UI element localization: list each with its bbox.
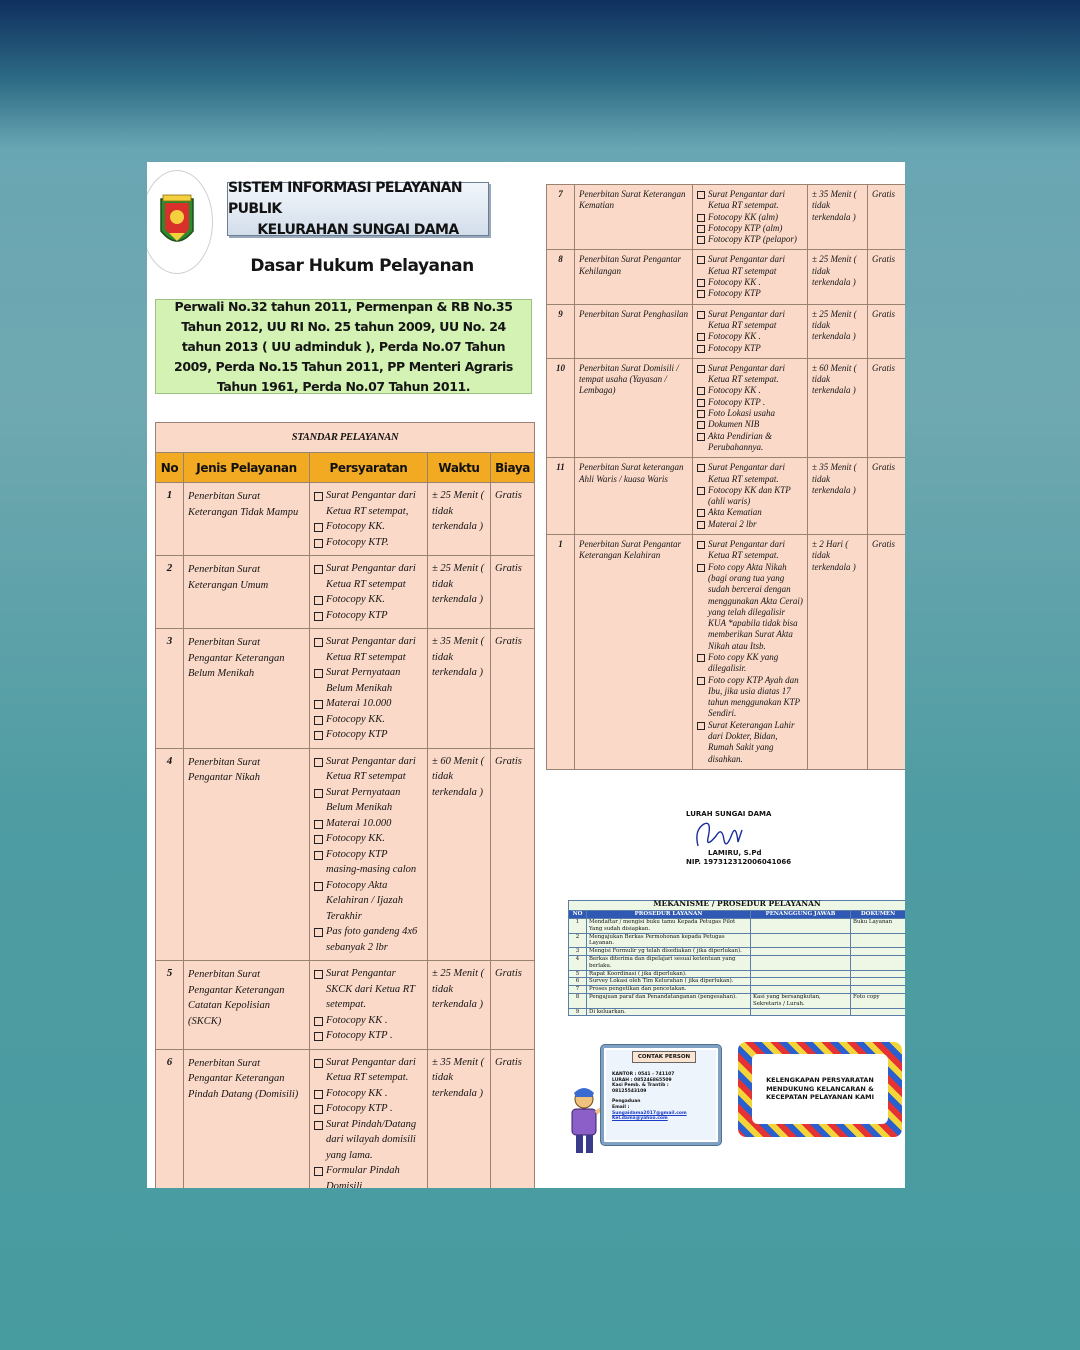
table-row [547,358,906,457]
contact-email-label: Email : [612,1104,630,1110]
procedure-step: Pengajuan paraf dan Penandatanganan (pengesahan). [587,993,751,1008]
contact-details [612,1072,718,1122]
service-cost: Gratis [491,1049,535,1188]
procedure-header-procedure: PROSEDUR LAYANAN [587,911,751,919]
left-column [147,162,539,1188]
procedure-responsible [751,978,851,986]
procedure-header-no: NO [569,911,587,919]
column-header-time: Waktu [428,453,491,483]
service-cost: Gratis [868,535,906,770]
procedure-step: Berkas diterima dan dipelajari sesuai ketentuan yang berlaku. [587,955,751,970]
requirement-item: Surat Pengantar dari Ketua RT setempat. [697,462,803,485]
procedure-step: Survey Lokasi oleh Tim Kelurahan ( jika diperlukan). [587,978,751,986]
processing-time: ± 25 Menit ( tidak terkendala ) [428,483,491,556]
requirement-item: Materai 10.000 [314,816,423,832]
column-header-service: Jenis Pelayanan [184,453,310,483]
service-name: Penerbitan Surat Pengantar Keterangan Pindah Datang (Domisili) [184,1049,310,1188]
slogan-text: KELENGKAPAN PERSYARATAN MENDUKUNG KELANCARAN & KECEPATAN PELAYANAN KAMI [752,1054,888,1124]
procedure-responsible: Kasi yang bersangkutan, Sekretaris / Lurah. [751,993,851,1008]
service-cost: Gratis [491,748,535,961]
legal-basis-heading: Dasar Hukum Pelayanan [250,256,474,276]
table-row [547,185,906,250]
service-name: Penerbitan Surat Pengantar Kehilangan [575,250,693,304]
requirement-item: Surat Pengantar dari Ketua RT setempat. [697,363,803,386]
procedure-header-responsible: PENANGGUNG JAWAB [751,911,851,919]
table-row [156,748,535,961]
requirement-item: Surat Pengantar dari Ketua RT setempat [697,309,803,332]
requirement-item: Fotocopy KK . [314,1086,423,1102]
city-emblem-icon [157,193,197,251]
procedure-document [851,986,906,994]
procedure-number: 5 [569,970,587,978]
requirement-item: Surat Pengantar dari Ketua RT setempat. [314,1055,423,1086]
signer-name: LAMIRU, S.Pd [708,849,762,857]
procedure-number: 1 [569,919,587,934]
requirement-item: Foto copy KTP Ayah dan Ibu, jika usia diatas 17 tahun menggunakan KTP Sendiri. [697,675,803,720]
requirement-item: Surat Pindah/Datang dari wilayah domisili yang lama. [314,1117,423,1164]
title-line-2: KELURAHAN SUNGAI DAMA [257,221,459,238]
procedure-number: 7 [569,986,587,994]
row-number: 11 [547,458,575,535]
contact-email-2[interactable]: Kel.dama@yahoo.com [612,1116,668,1122]
procedure-document: Foto copy [851,993,906,1008]
requirement-item: Fotocopy KTP [314,608,423,624]
requirements [693,358,808,457]
service-cost: Gratis [868,458,906,535]
requirement-item: Foto copy Akta Nikah (bagi orang tua yang sudah bercerai dengan menggunakan Akta Cerai) yang telah dilegalisir KUA *apabila tidak bisa memberikan Surat Akta Nikah atau Itsb. [697,562,803,652]
requirement-item: Fotocopy KK . [697,331,803,342]
procedure-row [569,970,906,978]
requirement-item: Foto Lokasi usaha [697,408,803,419]
service-cost: Gratis [868,250,906,304]
procedure-number: 8 [569,993,587,1008]
requirement-item: Akta Kematian [697,507,803,518]
service-cost: Gratis [868,358,906,457]
procedure-number: 2 [569,933,587,948]
table-row [156,1049,535,1188]
procedure-document [851,955,906,970]
procedure-row [569,948,906,956]
signer-nip: NIP. 197312312006041066 [686,858,792,866]
row-number: 5 [156,961,184,1050]
service-info-poster [147,162,905,1188]
procedure-number: 9 [569,1008,587,1016]
procedure-responsible [751,955,851,970]
requirement-item: Surat Keterangan Lahir dari Dokter, Bidan, Rumah Sakit yang disahkan. [697,720,803,765]
procedure-document [851,948,906,956]
requirement-item: Fotocopy KK. [314,592,423,608]
requirement-item: Surat Pengantar dari Ketua RT setempat [314,634,423,665]
legal-basis-box [155,299,532,394]
column-header-requirements: Persyaratan [310,453,428,483]
procedure-document [851,970,906,978]
title-line-1: SISTEM INFORMASI PELAYANAN PUBLIK [228,179,462,217]
row-number: 1 [156,483,184,556]
service-name: Penerbitan Surat Keterangan Tidak Mampu [184,483,310,556]
row-number: 4 [156,748,184,961]
table-row [547,535,906,770]
requirement-item: Akta Pendirian & Perubahannya. [697,431,803,454]
requirement-item: Fotocopy KK. [314,831,423,847]
table-row [156,961,535,1050]
requirement-item: Materai 10.000 [314,696,423,712]
procedure-responsible [751,970,851,978]
requirement-item: Surat Pernyataan Belum Menikah [314,785,423,816]
requirement-item: Surat Pengantar dari Ketua RT setempat. [697,189,803,212]
service-cost: Gratis [491,629,535,749]
procedure-step: Mengajukan Berkas Permohonan kepada Petugas Layanan. [587,933,751,948]
procedure-step: Mengisi Formulir yg telah disediakan ( jika diperlukan). [587,948,751,956]
row-number: 7 [547,185,575,250]
requirement-item: Surat Pengantar dari Ketua RT setempat [314,561,423,592]
requirements [310,629,428,749]
table-row [547,458,906,535]
procedure-number: 4 [569,955,587,970]
processing-time: ± 35 Menit ( tidak terkendala ) [808,458,868,535]
processing-time: ± 25 Menit ( tidak terkendala ) [428,961,491,1050]
legal-basis-text: Perwali No.32 tahun 2011, Permenpan & RB No.35 Tahun 2012, UU RI No. 25 tahun 2009, UU No. 24 tahun 2013 ( UU adminduk ), Perda No.07 Tahun 2009, Perda No.15 Tahun 2011, PP Menteri Agraris Tahun 1961, Perda No.07 Tahun 2011. [174,298,513,394]
requirements [310,748,428,961]
requirements [693,304,808,358]
requirement-item: Surat Pengantar dari Ketua RT setempat. [697,539,803,562]
slogan-banner [738,1042,902,1137]
requirement-item: Fotocopy KK. [314,712,423,728]
procedure-step: Di keluarkan. [587,1008,751,1016]
contact-card [601,1045,721,1145]
service-cost: Gratis [868,185,906,250]
requirement-item: Surat Pengantar dari Ketua RT setempat [697,254,803,277]
procedure-document [851,1008,906,1016]
requirement-item: Surat Pengantar dari Ketua RT setempat, [314,488,423,519]
requirement-item: Foto copy KK yang dilegalisir. [697,652,803,675]
column-header-cost: Biaya [491,453,535,483]
requirement-item: Pas foto gandeng 4x6 sebanyak 2 lbr [314,924,423,955]
service-standard-table [155,422,535,1188]
service-name: Penerbitan Surat Pengantar Keterangan Catatan Kepolisian (SKCK) [184,961,310,1050]
requirement-item: Surat Pengantar SKCK dari Ketua RT setempat. [314,966,423,1013]
requirement-item: Fotocopy KTP. [314,535,423,551]
requirement-item: Dokumen NIB [697,419,803,430]
processing-time: ± 25 Menit ( tidak terkendala ) [428,556,491,629]
requirement-item: Fotocopy KK . [697,277,803,288]
table-row [156,483,535,556]
processing-time: ± 35 Menit ( tidak terkendala ) [808,185,868,250]
procedure-responsible [751,948,851,956]
requirement-item: Fotocopy KTP masing-masing calon [314,847,423,878]
requirement-item: Fotocopy KK. [314,519,423,535]
service-standard-table-continued [546,184,905,770]
service-name: Penerbitan Surat Pengantar Nikah [184,748,310,961]
procedure-step: Rapat Koordinasi ( jika diperlukan). [587,970,751,978]
requirements [310,961,428,1050]
service-name: Penerbitan Surat Penghasilan [575,304,693,358]
contact-office: KANTOR : 0541 - 741107 [612,1072,675,1077]
requirements [693,185,808,250]
row-number: 9 [547,304,575,358]
service-name: Penerbitan Surat Pengantar Keterangan Belum Menikah [184,629,310,749]
procedure-row [569,986,906,994]
procedure-document [851,978,906,986]
procedure-row [569,955,906,970]
requirement-item: Fotocopy KK . [314,1013,423,1029]
requirement-item: Fotocopy KK dan KTP (ahli waris) [697,485,803,508]
table-row [156,629,535,749]
procedure-step: Proses pengetikan dan pencetakan. [587,986,751,994]
row-number: 6 [156,1049,184,1188]
row-number: 3 [156,629,184,749]
requirements [693,250,808,304]
procedure-header-document: DOKUMEN [851,911,906,919]
requirement-item: Fotocopy KTP . [314,1101,423,1117]
row-number: 1 [547,535,575,770]
column-header-no: No [156,453,184,483]
requirement-item: Surat Pernyataan Belum Menikah [314,665,423,696]
table-row [156,556,535,629]
processing-time: ± 25 Menit ( tidak terkendala ) [808,304,868,358]
service-standard-title: STANDAR PELAYANAN [156,423,535,453]
processing-time: ± 25 Menit ( tidak terkendala ) [808,250,868,304]
procedure-row [569,933,906,948]
service-name: Penerbitan Surat Keterangan Kematian [575,185,693,250]
procedure-row [569,993,906,1008]
requirement-item: Fotocopy KTP . [697,397,803,408]
right-column [546,162,905,1188]
contact-email-1[interactable]: Sungaidama2017@gmail.com [612,1110,687,1116]
processing-time: ± 60 Menit ( tidak terkendala ) [808,358,868,457]
requirement-item: Materai 2 lbr [697,519,803,530]
procedure-responsible [751,986,851,994]
processing-time: ± 35 Menit ( tidak terkendala ) [428,629,491,749]
requirements [310,1049,428,1188]
service-cost: Gratis [491,961,535,1050]
service-standard-rows [156,483,535,1189]
contact-lurah: LURAH : 085246865509 [612,1077,672,1083]
service-cost: Gratis [868,304,906,358]
handwritten-signature-icon [692,816,752,854]
row-number: 2 [156,556,184,629]
procedure-step: Mendaftar / mengisi buku tamu Kepada Petugas Pilot Yang sudah disiapkan. [587,919,751,934]
requirements [310,483,428,556]
procedure-row [569,978,906,986]
contact-title: CONTAK PERSON [632,1051,696,1063]
requirement-item: Formular Pindah Domisili [314,1163,423,1188]
procedure-row [569,919,906,934]
procedure-rows [569,919,906,1016]
logo-frame [147,170,213,274]
requirement-item: Fotocopy KTP [314,727,423,743]
processing-time: ± 35 Menit ( tidak terkendala ) [428,1049,491,1188]
procedure-responsible [751,1008,851,1016]
table-row [547,304,906,358]
requirement-item: Fotocopy KTP [697,343,803,354]
processing-time: ± 2 Hari ( tidak terkendala ) [808,535,868,770]
service-cost: Gratis [491,483,535,556]
requirement-item: Surat Pengantar dari Ketua RT setempat [314,754,423,785]
procedure-row [569,1008,906,1016]
signer-role: LURAH SUNGAI DAMA [686,810,772,818]
service-name: Penerbitan Surat keterangan Ahli Waris / kuasa Waris [575,458,693,535]
procedure-table [568,900,905,1016]
requirement-item: Fotocopy KK . [697,385,803,396]
service-name: Penerbitan Surat Domisili / tempat usaha (Yayasan / Lembaga) [575,358,693,457]
procedure-document [851,933,906,948]
service-name: Penerbitan Surat Pengantar Keterangan Kelahiran [575,535,693,770]
contact-kasi-phone: 08125543109 [612,1088,647,1094]
table-row [547,250,906,304]
requirement-item: Fotocopy KK (alm) [697,212,803,223]
requirement-item: Fotocopy KTP (alm) [697,223,803,234]
processing-time: ± 60 Menit ( tidak terkendala ) [428,748,491,961]
requirement-item: Fotocopy KTP . [314,1028,423,1044]
contact-kasi: Kasi Pemb. & Trantib : [612,1083,669,1089]
procedure-number: 6 [569,978,587,986]
row-number: 8 [547,250,575,304]
service-name: Penerbitan Surat Keterangan Umum [184,556,310,629]
row-number: 10 [547,358,575,457]
procedure-responsible [751,919,851,934]
procedure-document: Buku Layanan [851,919,906,934]
requirements [310,556,428,629]
service-cost: Gratis [491,556,535,629]
procedure-title: MEKANISME / PROSEDUR PELAYANAN [569,901,906,911]
requirement-item: Fotocopy KTP [697,288,803,299]
requirements [693,535,808,770]
service-standard-rows-continued [547,185,906,770]
requirement-item: Fotocopy KTP (pelapor) [697,234,803,245]
requirement-item: Fotocopy Akta Kelahiran / Ijazah Terakhir [314,878,423,925]
contact-complaint-label: Pengaduan [612,1099,641,1105]
poster-title [227,179,489,238]
signature-block [686,810,806,867]
procedure-number: 3 [569,948,587,956]
requirements [693,458,808,535]
procedure-responsible [751,933,851,948]
